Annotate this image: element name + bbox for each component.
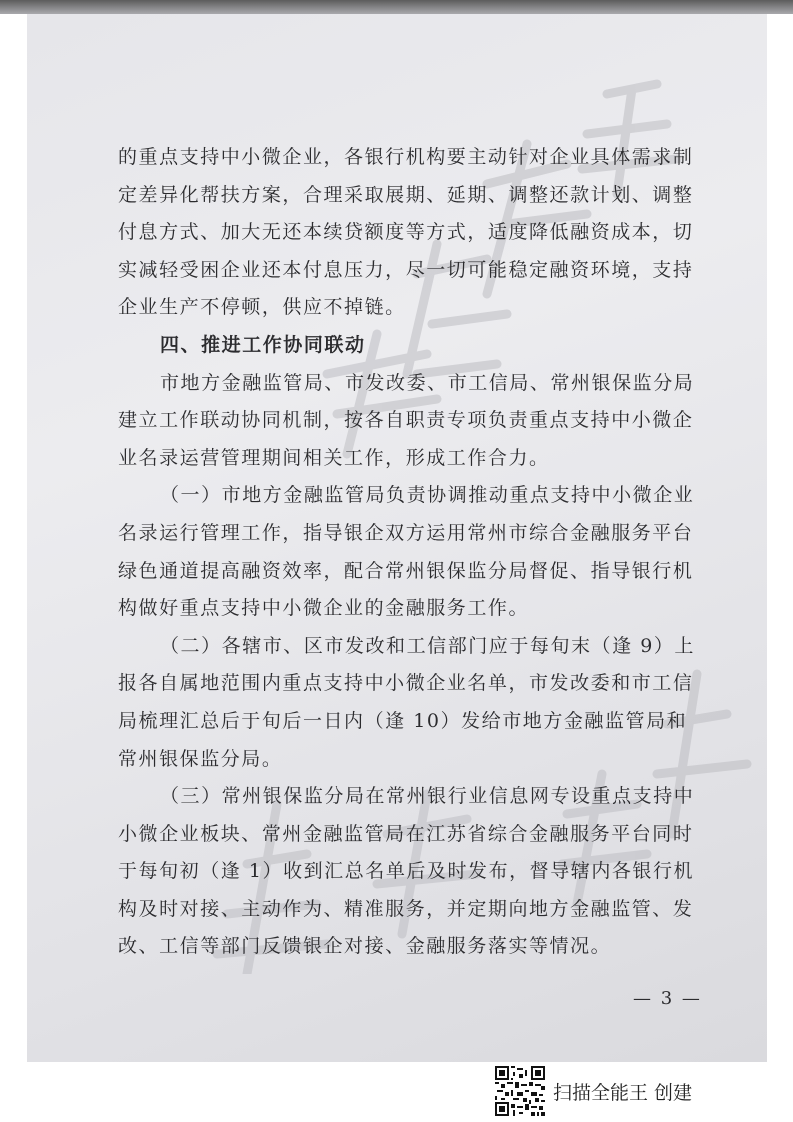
text-line: 市地方金融监管局、市发改委、市工信局、常州银保监分局	[160, 371, 695, 394]
section-heading: 四、推进工作协同联动	[160, 333, 366, 356]
paragraph-2	[118, 365, 718, 478]
text-line: 构做好重点支持中小微企业的金融服务工作。	[118, 597, 530, 620]
text-line: 改、工信等部门反馈银企对接、金融服务落实等情况。	[118, 935, 612, 958]
text-line: 付息方式、加大无还本续贷额度等方式，适度降低融资成本，切	[118, 221, 694, 244]
document-body	[118, 139, 718, 966]
scanner-app-label: 扫描全能王 创建	[553, 1082, 693, 1104]
text-line: 企业生产不停顿，供应不掉链。	[118, 296, 406, 319]
paragraph-5	[118, 778, 718, 966]
text-line: 名录运行管理工作，指导银企双方运用常州市综合金融服务平台	[118, 521, 694, 544]
text-line: （三）常州银保监分局在常州银行业信息网专设重点支持中	[160, 785, 695, 808]
text-line: （一）市地方金融监管局负责协调推动重点支持中小微企业	[160, 484, 695, 507]
paragraph-1	[118, 139, 718, 327]
text-line: 定差异化帮扶方案，合理采取展期、延期、调整还款计划、调整	[118, 183, 694, 206]
text-line: 局梳理汇总后于旬后一日内（逢 10）发给市地方金融监管局和	[118, 709, 688, 732]
paragraph-3	[118, 477, 718, 627]
text-line: 常州银保监分局。	[118, 747, 283, 770]
page-number: — 3 —	[633, 988, 702, 1009]
text-line: 于每旬初（逢 1）收到汇总名单后及时发布，督导辖内各银行机	[118, 860, 695, 883]
text-line: 实减轻受困企业还本付息压力，尽一切可能稳定融资环境，支持	[118, 258, 694, 281]
qr-code-icon	[495, 1066, 545, 1116]
text-line: 业名录运营管理期间相关工作，形成工作合力。	[118, 446, 550, 469]
document-page	[27, 14, 767, 1062]
text-line: （二）各辖市、区市发改和工信部门应于每旬末（逢 9）上	[160, 634, 695, 657]
scanner-footer	[495, 1066, 785, 1116]
text-line: 报各自属地范围内重点支持中小微企业名单，市发改委和市工信	[118, 672, 694, 695]
text-line: 建立工作联动协同机制，按各自职责专项负责重点支持中小微企	[118, 409, 694, 432]
text-line: 绿色通道提高融资效率，配合常州银保监分局督促、指导银行机	[118, 559, 694, 582]
text-line: 小微企业板块、常州金融监管局在江苏省综合金融服务平台同时	[118, 822, 694, 845]
paragraph-4	[118, 628, 718, 778]
scan-top-edge	[0, 0, 793, 14]
text-line: 的重点支持中小微企业，各银行机构要主动针对企业具体需求制	[118, 146, 694, 168]
text-line: 构及时对接、主动作为、精准服务，并定期向地方金融监管、发	[118, 897, 694, 920]
